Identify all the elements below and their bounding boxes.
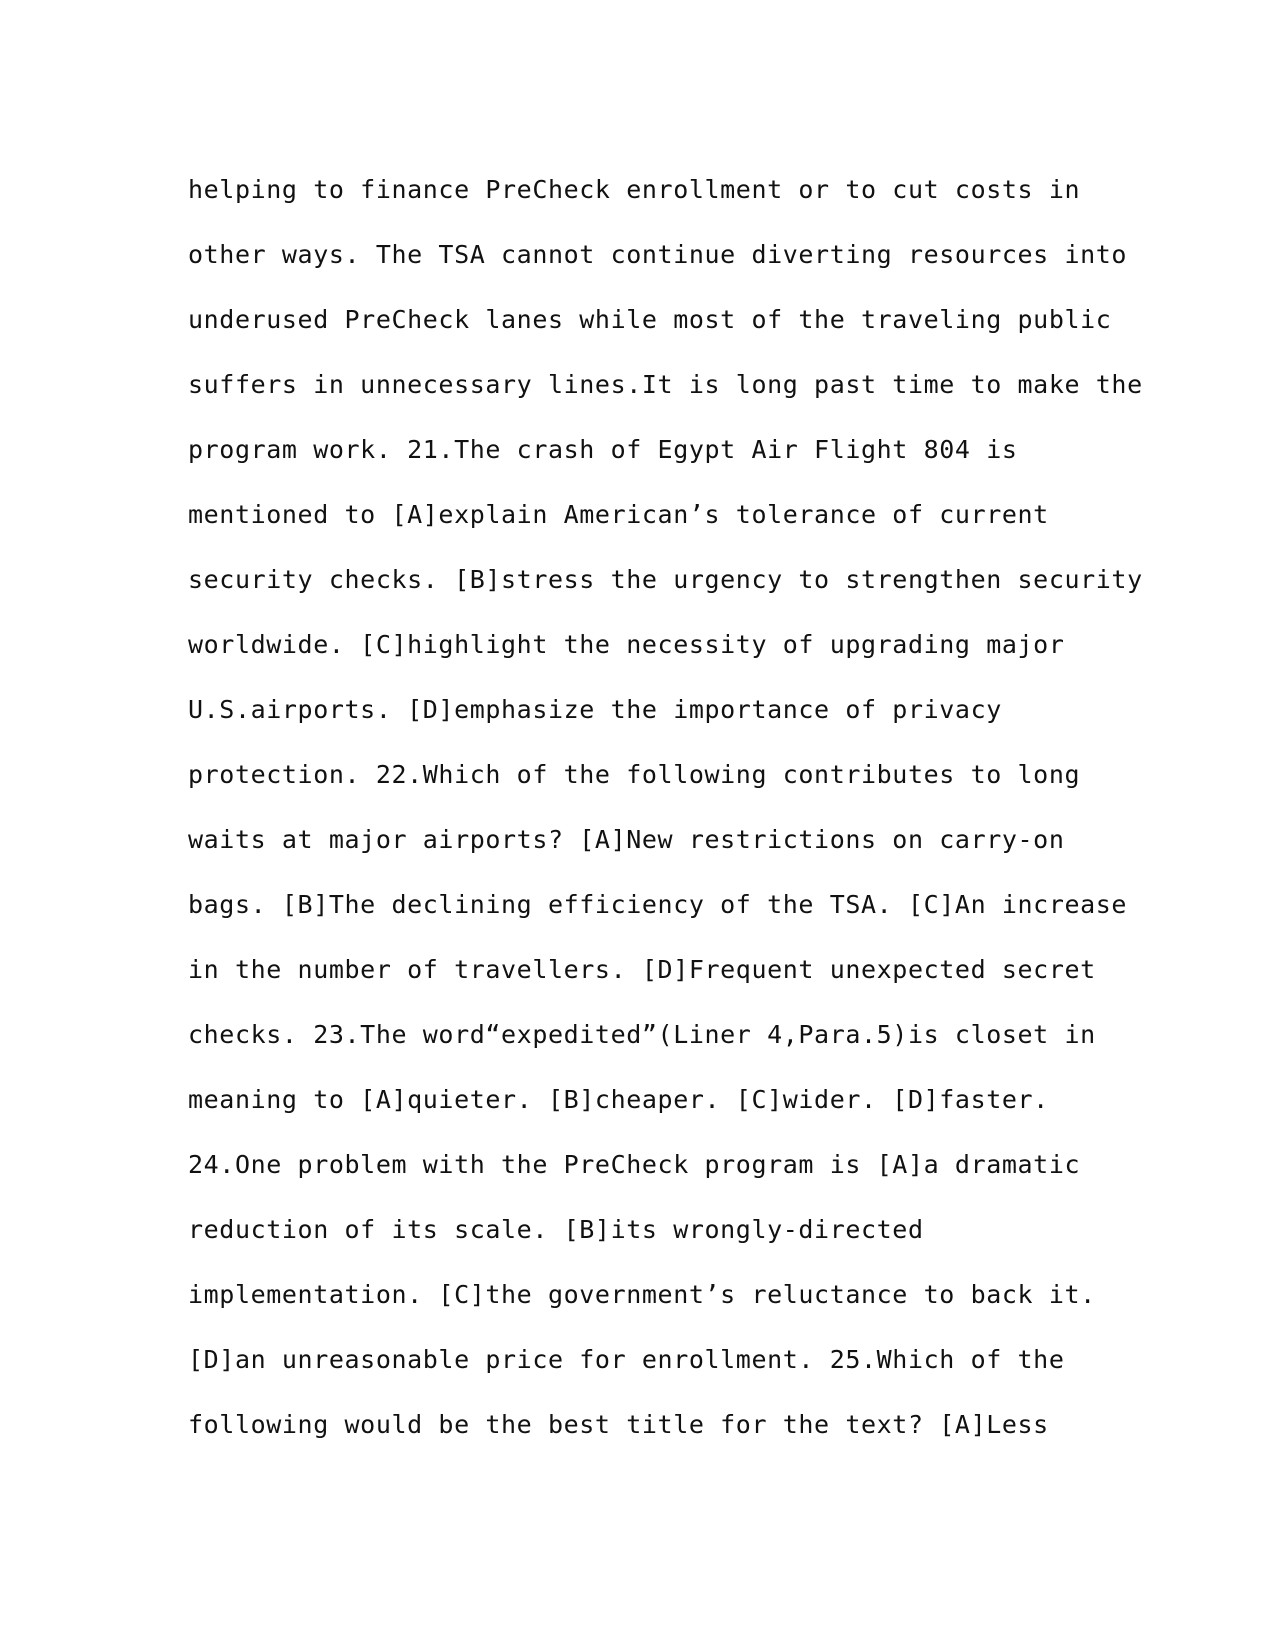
text-line: underused PreCheck lanes while most of the traveling public xyxy=(188,305,1112,334)
text-line: in the number of travellers. [D]Frequent unexpected secret xyxy=(188,955,1096,984)
body-text xyxy=(188,168,1143,1468)
text-line: protection. 22.Which of the following contributes to long xyxy=(188,760,1081,789)
text-line: checks. 23.The word“expedited”(Liner 4,Para.5)is closet in xyxy=(188,1020,1096,1049)
text-line: mentioned to [A]explain American’s tolerance of current xyxy=(188,500,1049,529)
text-line: reduction of its scale. [B]its wrongly-directed xyxy=(188,1215,924,1244)
text-line: [D]an unreasonable price for enrollment. 25.Which of the xyxy=(188,1345,1065,1374)
text-line: implementation. [C]the government’s reluctance to back it. xyxy=(188,1280,1096,1309)
text-line: other ways. The TSA cannot continue diverting resources into xyxy=(188,240,1128,269)
text-line: bags. [B]The declining efficiency of the TSA. [C]An increase xyxy=(188,890,1128,919)
text-line: worldwide. [C]highlight the necessity of upgrading major xyxy=(188,630,1065,659)
text-line: following would be the best title for the text? [A]Less xyxy=(188,1410,1049,1439)
text-line: security checks. [B]stress the urgency to strengthen security xyxy=(188,565,1143,594)
text-line: meaning to [A]quieter. [B]cheaper. [C]wider. [D]faster. xyxy=(188,1085,1049,1114)
text-line: helping to finance PreCheck enrollment or to cut costs in xyxy=(188,175,1081,204)
text-line: program work. 21.The crash of Egypt Air Flight 804 is xyxy=(188,435,1018,464)
text-line: waits at major airports? [A]New restrictions on carry-on xyxy=(188,825,1065,854)
text-line: 24.One problem with the PreCheck program is [A]a dramatic xyxy=(188,1150,1081,1179)
text-line: U.S.airports. [D]emphasize the importance of privacy xyxy=(188,695,1002,724)
text-line: suffers in unnecessary lines.It is long past time to make the xyxy=(188,370,1143,399)
